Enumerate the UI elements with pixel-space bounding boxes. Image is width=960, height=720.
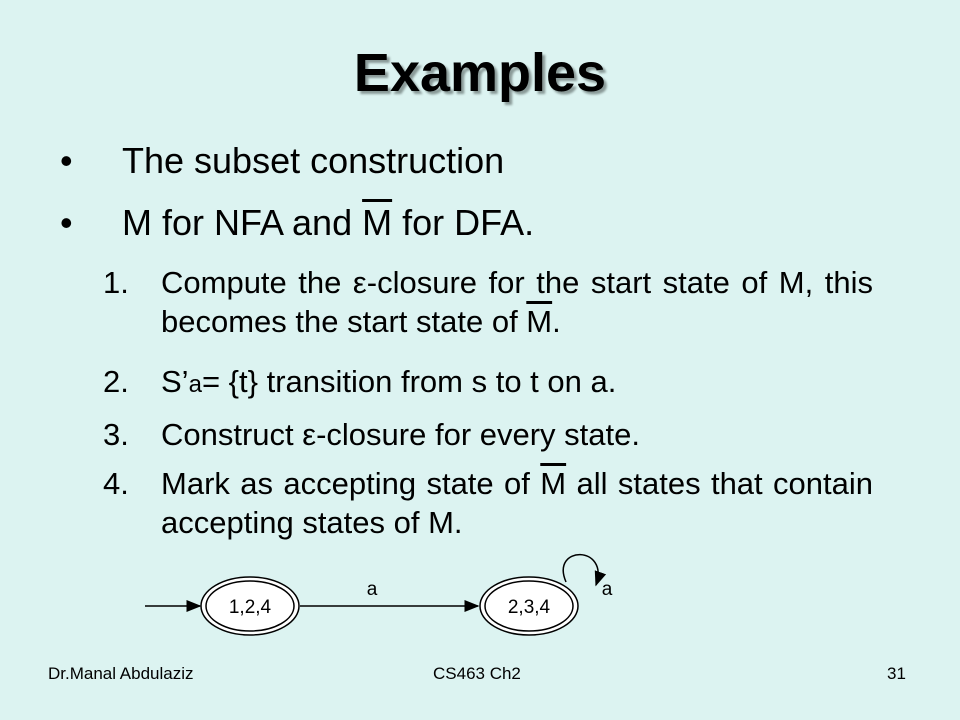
m-bar: $\overline{M}$ [526,304,553,339]
self-loop [563,555,598,585]
m-bar: $\overline{M}$ [362,202,393,243]
text-part: all states that contain accepting states of M. [161,466,874,540]
footer-page-number: 31 [887,664,906,683]
text-part: M for NFA and [122,202,363,243]
text-part: S’ [161,364,189,399]
text-part: Mark as accepting state of [161,466,541,501]
bullet-dot: • [60,202,73,243]
state-label-1: 1,2,4 [228,597,272,618]
step-text: Construct ε-closure for every state. [161,417,640,452]
bullet-dot: • [60,140,73,181]
bullet-text: The subset construction [122,140,505,181]
step-number: 1. [103,265,129,300]
m-bar: $\overline{M}$ [540,466,567,501]
text-part: Compute the ε-closure for the start state of M, this becomes the start state of [161,265,873,339]
text-part: . [552,304,561,339]
loop-label: a [601,579,613,600]
step-number: 4. [103,466,129,501]
text-part: for DFA. [392,202,535,243]
edge-label: a [366,579,378,600]
subscript: a [188,371,202,398]
slide-title: Examples [353,43,607,103]
step-number: 3. [103,417,129,452]
text-part: = {t} transition from s to t on a. [201,364,617,399]
footer-author: Dr.Manal Abdulaziz [48,664,194,683]
state-label-2: 2,3,4 [507,597,551,618]
footer-course: CS463 Ch2 [433,664,521,683]
step-number: 2. [103,364,129,399]
